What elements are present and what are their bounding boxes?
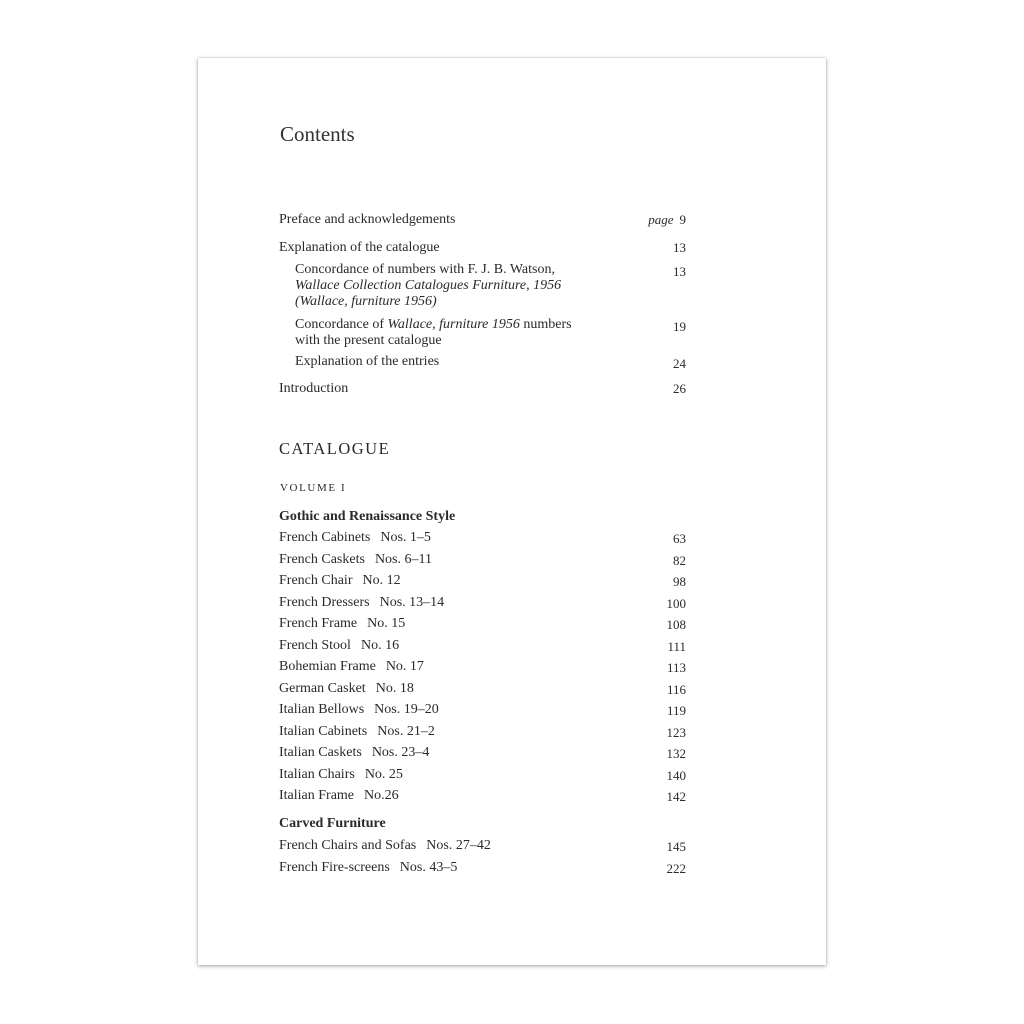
catalogue-item[interactable] — [279, 745, 686, 761]
toc-entry-page: 26 — [673, 381, 686, 396]
catalogue-item[interactable] — [279, 860, 686, 876]
item-title: French Caskets — [279, 551, 365, 567]
group-heading-gothic: Gothic and Renaissance Style — [279, 509, 456, 524]
toc-line: (Wallace, furniture 1956) — [295, 294, 437, 309]
item-nos: Nos. 13–14 — [379, 594, 445, 610]
toc-entry-page: 19 — [673, 319, 686, 334]
item-page: 119 — [666, 703, 686, 718]
item-page: 132 — [666, 746, 686, 761]
item-nos: No. 15 — [367, 616, 406, 631]
item-title: French Chair — [279, 573, 353, 588]
item-page: 145 — [666, 839, 686, 854]
item-nos: Nos. 6–11 — [374, 551, 432, 567]
catalogue-item[interactable] — [279, 595, 686, 611]
volume-heading: VOLUME I — [280, 482, 347, 494]
item-title: Italian Chairs — [279, 766, 355, 782]
toc-entry-label: Explanation of the catalogue — [279, 240, 440, 255]
toc-line: Wallace Collection Catalogues Furniture, 1956 — [295, 278, 562, 293]
catalogue-heading: CATALOGUE — [279, 439, 391, 458]
item-title: French Stool — [279, 637, 351, 653]
toc-entry-page: 24 — [673, 356, 686, 371]
page-title: Contents — [280, 122, 355, 146]
catalogue-item[interactable] — [279, 724, 686, 740]
item-page: 113 — [666, 660, 686, 675]
item-page: 111 — [667, 638, 686, 654]
item-nos: Nos. 21–2 — [377, 723, 435, 739]
item-title: French Chairs and Sofas — [279, 838, 417, 853]
item-title: Bohemian Frame — [279, 659, 376, 674]
item-nos: No. 16 — [360, 637, 400, 653]
page-word: page — [648, 212, 674, 227]
toc-entry-introduction[interactable] — [279, 381, 686, 397]
item-nos: No. 12 — [362, 573, 401, 588]
item-page: 142 — [666, 789, 686, 804]
toc-line-italic: Wallace, furniture 1956 — [387, 317, 520, 332]
toc-entry-preface[interactable] — [279, 212, 686, 228]
item-page: 63 — [673, 531, 686, 546]
catalogue-item[interactable] — [279, 638, 686, 654]
toc-entry-label: Introduction — [279, 381, 349, 396]
toc-entry-page: 13 — [673, 240, 686, 255]
item-title: Italian Frame — [279, 788, 355, 803]
item-page: 116 — [666, 681, 686, 697]
item-nos: No. 17 — [385, 659, 424, 674]
group-heading-carved: Carved Furniture — [279, 816, 386, 831]
item-title: French Cabinets — [279, 530, 371, 545]
item-nos: Nos. 43–5 — [399, 859, 458, 875]
toc-line-pre: Concordance of — [295, 317, 388, 332]
item-title: French Dressers — [279, 594, 370, 610]
catalogue-item[interactable] — [279, 702, 686, 718]
toc-entry-concordance-present[interactable] — [295, 317, 686, 349]
toc-line: with the present catalogue — [295, 333, 442, 348]
item-page: 140 — [666, 767, 686, 783]
toc-entry-label — [295, 317, 686, 349]
item-page: 108 — [666, 617, 686, 632]
item-page: 100 — [666, 595, 686, 611]
item-page: 123 — [666, 724, 686, 740]
toc-entry-page — [648, 212, 686, 228]
toc-entry-explanation[interactable] — [279, 240, 686, 256]
toc-entry-entries[interactable] — [295, 354, 686, 370]
item-nos: Nos. 1–5 — [380, 530, 431, 545]
toc-entry-concordance-watson[interactable] — [295, 262, 686, 310]
catalogue-item[interactable] — [279, 616, 686, 632]
toc-entry-label: Preface and acknowledgements — [279, 212, 456, 227]
item-title: Italian Cabinets — [279, 723, 368, 739]
item-page: 82 — [673, 552, 686, 568]
item-title: French Fire-screens — [279, 859, 390, 875]
catalogue-item[interactable] — [279, 767, 686, 783]
catalogue-item[interactable] — [279, 838, 686, 854]
toc-line: Concordance of numbers with F. J. B. Watson, — [295, 262, 555, 277]
item-nos: No. 18 — [375, 680, 414, 696]
toc-entry-page: 13 — [673, 264, 686, 279]
item-title: French Frame — [279, 616, 358, 631]
catalogue-item[interactable] — [279, 659, 686, 675]
toc-entry-label: Explanation of the entries — [295, 354, 440, 369]
item-title: Italian Bellows — [279, 702, 365, 717]
contents-page — [198, 58, 826, 965]
catalogue-item[interactable] — [279, 573, 686, 589]
item-nos: No.26 — [364, 788, 399, 803]
item-page: 98 — [673, 574, 686, 589]
item-title: Italian Caskets — [279, 745, 362, 760]
toc-entry-label — [295, 262, 686, 310]
catalogue-item[interactable] — [279, 530, 686, 546]
catalogue-item[interactable] — [279, 681, 686, 697]
item-nos: Nos. 23–4 — [371, 745, 430, 760]
item-nos: Nos. 27–42 — [426, 838, 491, 853]
catalogue-item[interactable] — [279, 788, 686, 804]
item-page: 222 — [666, 860, 686, 876]
catalogue-item[interactable] — [279, 552, 686, 568]
item-nos: No. 25 — [364, 766, 403, 782]
toc-page-number: 9 — [679, 212, 686, 227]
item-nos: Nos. 19–20 — [374, 702, 439, 717]
item-title: German Casket — [279, 680, 366, 696]
toc-line-post: numbers — [519, 317, 572, 332]
